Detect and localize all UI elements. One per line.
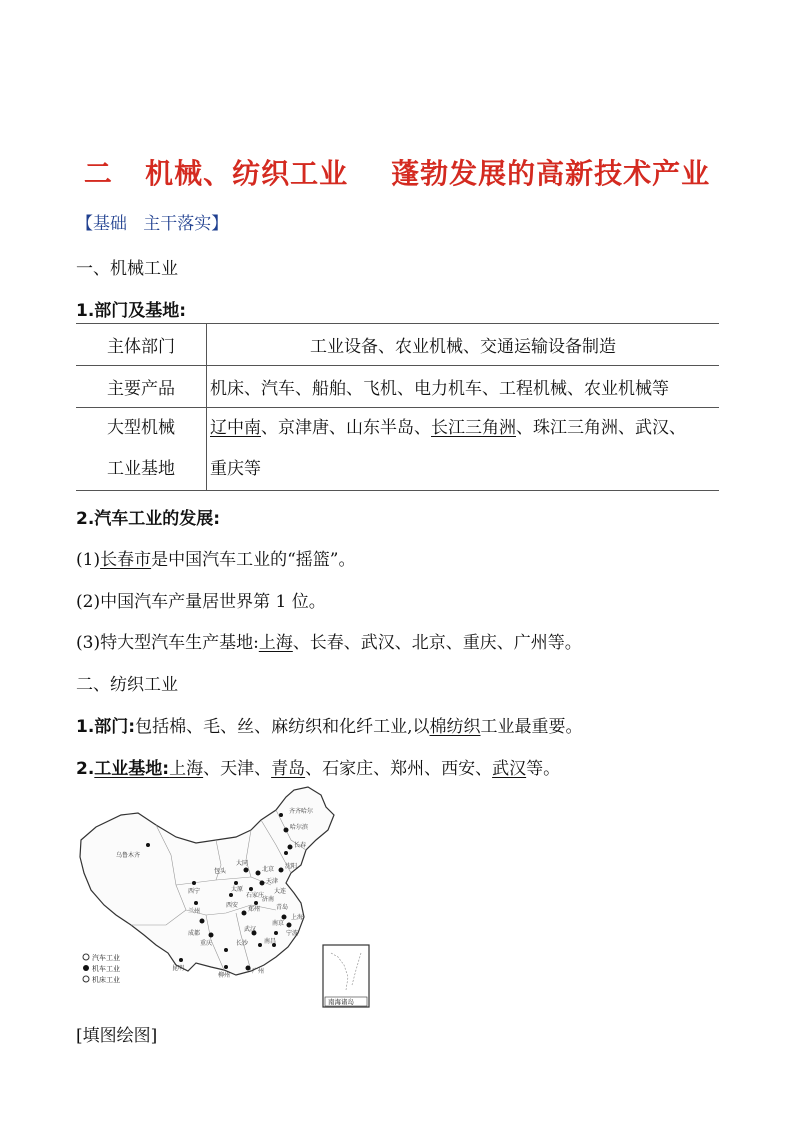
table-key: 大型机械 工业基地 [76, 408, 207, 491]
svg-text:柳州: 柳州 [218, 972, 231, 979]
textile-bases: 2.工业基地:上海、天津、青岛、石家庄、郑州、西安、武汉等。 [76, 759, 561, 779]
inset-label: 南海诸岛 [328, 998, 354, 1006]
svg-text:兰州: 兰州 [188, 908, 201, 915]
svg-text:乌鲁木齐: 乌鲁木齐 [116, 852, 141, 859]
svg-text:郑州: 郑州 [248, 906, 261, 913]
svg-text:大同: 大同 [236, 860, 249, 867]
page-title: 二 机械、纺织工业 蓬勃发展的高新技术产业 [83, 157, 711, 190]
svg-text:济南: 济南 [262, 896, 275, 903]
table-value: 机床、汽车、船舶、飞机、电力机车、工程机械、农业机械等 [207, 366, 720, 408]
svg-text:大连: 大连 [274, 888, 287, 895]
textile-departments: 1.部门:包括棉、毛、丝、麻纺织和化纤工业,以棉纺织工业最重要。 [76, 717, 583, 737]
legend-item: 机床工业 [92, 976, 120, 984]
heading-textile: 二、纺织工业 [76, 675, 178, 695]
table-row [76, 408, 719, 491]
svg-text:昆明: 昆明 [172, 965, 185, 972]
svg-text:重庆: 重庆 [200, 940, 213, 947]
south-sea-inset [323, 945, 369, 1007]
list-item: (3)特大型汽车生产基地:上海、长春、武汉、北京、重庆、广州等。 [76, 633, 582, 653]
table-value: 工业设备、农业机械、交通运输设备制造 [207, 324, 720, 366]
svg-text:北京: 北京 [262, 866, 275, 873]
map-caption: [填图绘图] [76, 1026, 158, 1046]
legend-item: 汽车工业 [92, 954, 120, 962]
svg-text:南京: 南京 [272, 920, 285, 927]
svg-text:宁波: 宁波 [286, 930, 299, 937]
machinery-table [76, 323, 719, 491]
table-key: 主要产品 [76, 366, 207, 408]
subheading-auto: 2.汽车工业的发展: [76, 509, 221, 529]
svg-text:哈尔滨: 哈尔滨 [290, 824, 309, 831]
svg-text:南昌: 南昌 [264, 938, 277, 945]
svg-text:广州: 广州 [252, 968, 265, 975]
svg-text:成都: 成都 [188, 930, 201, 937]
table-value: 辽中南、京津唐、山东半岛、长江三角洲、珠江三角洲、武汉、 重庆等 [207, 408, 720, 491]
svg-text:齐齐哈尔: 齐齐哈尔 [289, 808, 314, 815]
svg-text:太原: 太原 [231, 886, 244, 893]
table-key: 主体部门 [76, 324, 207, 366]
china-industry-map [76, 785, 372, 1011]
svg-text:上海: 上海 [291, 914, 304, 921]
svg-text:石家庄: 石家庄 [246, 892, 265, 899]
subheading-departments: 1.部门及基地: [76, 301, 187, 321]
svg-text:青岛: 青岛 [276, 904, 289, 911]
svg-text:沈阳: 沈阳 [285, 863, 298, 870]
svg-text:长沙: 长沙 [236, 940, 249, 947]
legend-item: 机车工业 [92, 965, 120, 973]
svg-text:包头: 包头 [214, 868, 227, 875]
list-item: (2)中国汽车产量居世界第 1 位。 [76, 592, 326, 612]
table-row [76, 366, 719, 408]
section-tag: 【基础 主干落实】 [76, 214, 229, 234]
heading-machinery: 一、机械工业 [76, 259, 178, 279]
list-item: (1)长春市是中国汽车工业的“摇篮”。 [76, 550, 356, 570]
table-row [76, 324, 719, 366]
svg-text:武汉: 武汉 [244, 926, 257, 933]
svg-text:长春: 长春 [294, 842, 307, 849]
svg-text:西宁: 西宁 [188, 888, 201, 895]
svg-text:西安: 西安 [226, 902, 239, 909]
svg-text:天津: 天津 [266, 878, 279, 885]
